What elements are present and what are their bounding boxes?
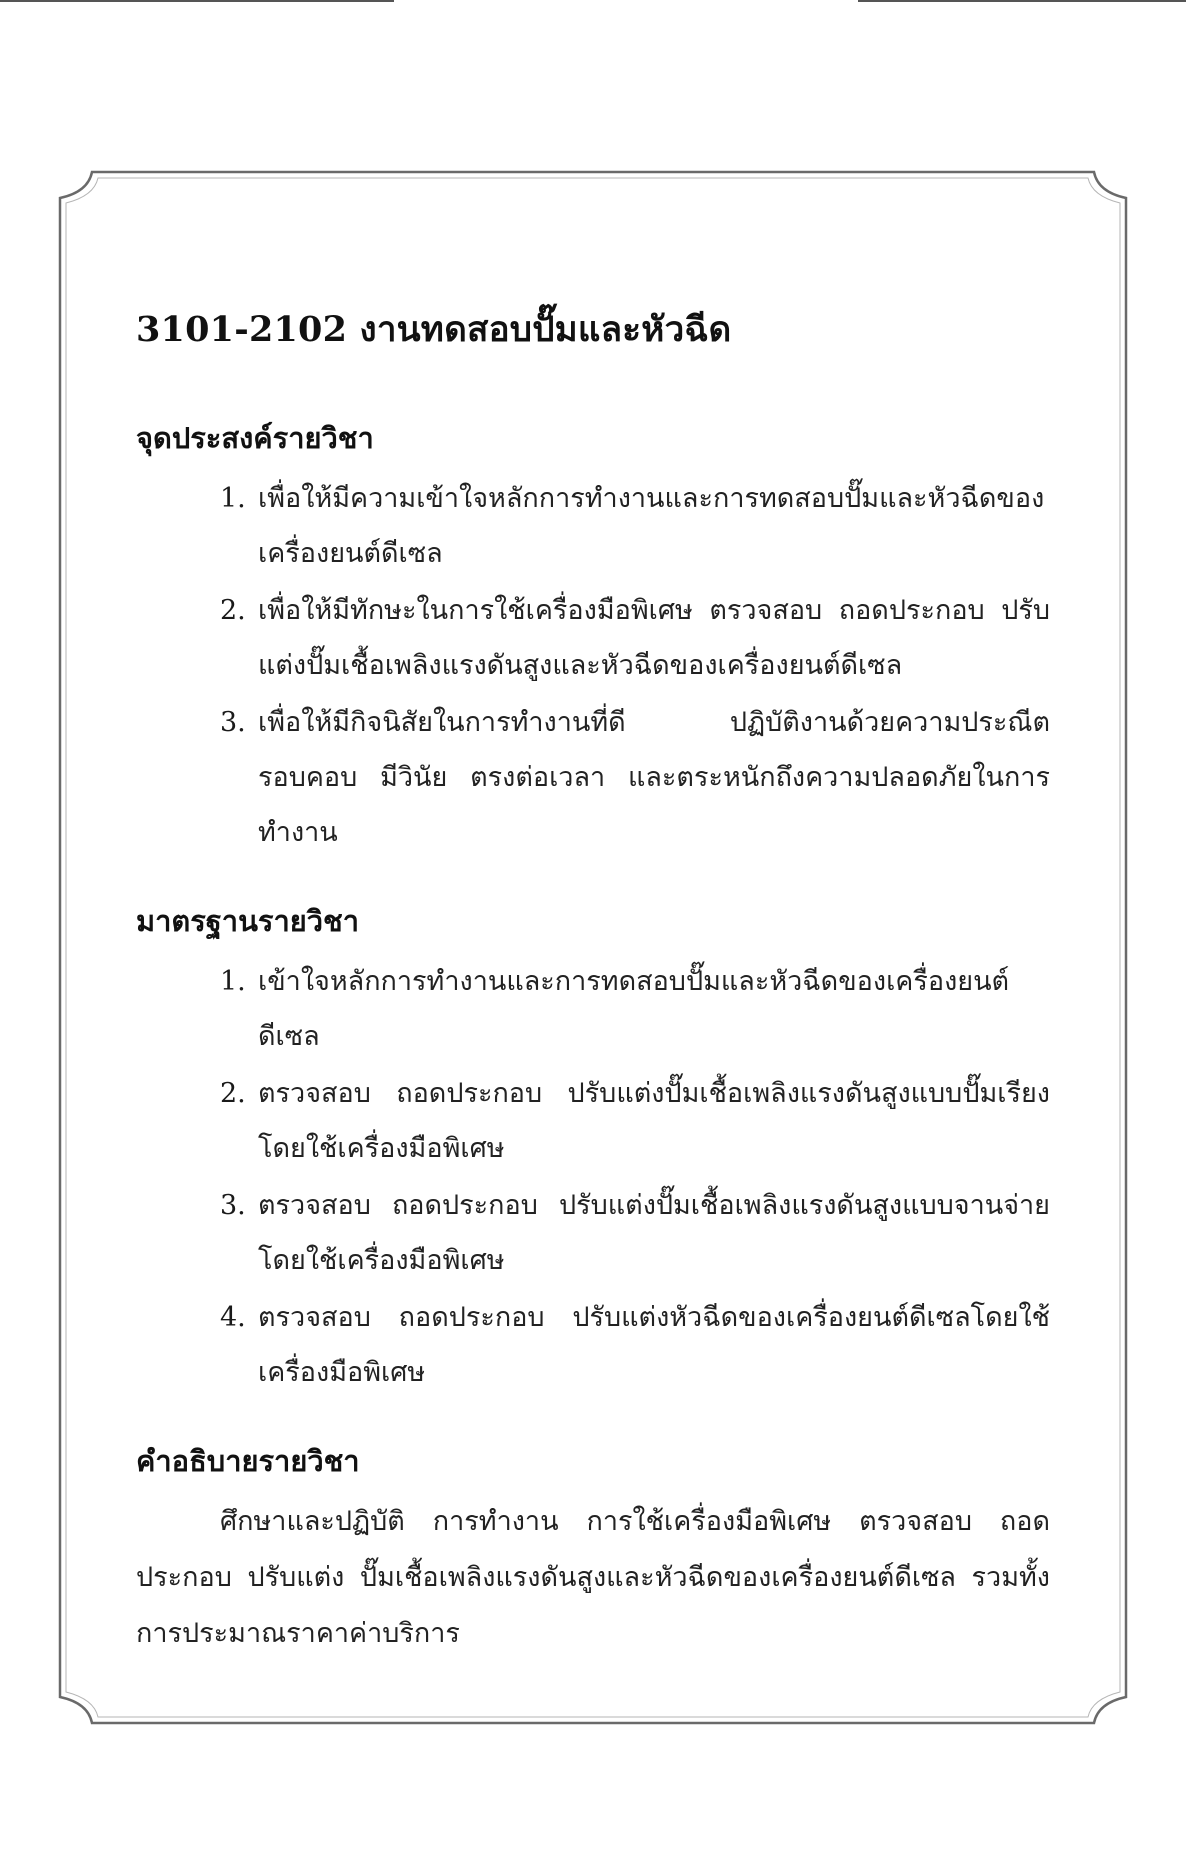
- standards-section: [136, 898, 1050, 1400]
- objective-number: 3.: [220, 707, 246, 738]
- standard-number: 3.: [220, 1190, 246, 1221]
- standard-item: [220, 1290, 1050, 1400]
- objective-item: [220, 583, 1050, 693]
- objectives-section: [136, 415, 1050, 860]
- objective-text: เพื่อให้มีกิจนิสัยในการทำงานที่ดี ปฏิบัติงานด้วยความประณีต รอบคอบ มีวินัย ตรงต่อเวลา และตระหนักถึงความปลอดภัยในการทำงาน: [258, 707, 1050, 848]
- objective-number: 2.: [220, 595, 246, 626]
- objective-item: [220, 471, 1050, 581]
- standard-text: ตรวจสอบ ถอดประกอบ ปรับแต่งหัวฉีดของเครื่องยนต์ดีเซลโดยใช้เครื่องมือพิเศษ: [258, 1302, 1050, 1388]
- standard-text: ตรวจสอบ ถอดประกอบ ปรับแต่งปั๊มเชื้อเพลิงแรงดันสูงแบบปั๊มเรียงโดยใช้เครื่องมือพิเศษ: [258, 1078, 1050, 1164]
- top-rule-left: [0, 0, 394, 2]
- standard-number: 2.: [220, 1078, 246, 1109]
- objective-number: 1.: [220, 483, 246, 514]
- course-title: 3101-2102 งานทดสอบปั๊มและหัวฉีด: [136, 309, 732, 350]
- standard-item: [220, 954, 1050, 1064]
- description-section: [136, 1438, 1050, 1662]
- standards-list: [136, 954, 1050, 1400]
- objectives-heading: จุดประสงค์รายวิชา: [136, 421, 374, 455]
- standard-item: [220, 1178, 1050, 1288]
- objective-item: [220, 695, 1050, 860]
- objectives-list: [136, 471, 1050, 860]
- standard-item: [220, 1066, 1050, 1176]
- standards-heading: มาตรฐานรายวิชา: [136, 904, 360, 938]
- objective-text: เพื่อให้มีความเข้าใจหลักการทำงานและการทดสอบปั๊มและหัวฉีดของเครื่องยนต์ดีเซล: [258, 483, 1045, 569]
- objective-text: เพื่อให้มีทักษะในการใช้เครื่องมือพิเศษ ตรวจสอบ ถอดประกอบ ปรับแต่งปั๊มเชื้อเพลิงแรงดันสูงและหัวฉีดของเครื่องยนต์ดีเซล: [258, 595, 1050, 681]
- top-rule-right: [858, 0, 1186, 2]
- document-content: [136, 302, 1050, 1662]
- standard-number: 1.: [220, 966, 246, 997]
- description-heading: คำอธิบายรายวิชา: [136, 1444, 360, 1478]
- standard-text: ตรวจสอบ ถอดประกอบ ปรับแต่งปั๊มเชื้อเพลิงแรงดันสูงแบบจานจ่ายโดยใช้เครื่องมือพิเศษ: [258, 1190, 1050, 1276]
- standard-text: เข้าใจหลักการทำงานและการทดสอบปั๊มและหัวฉีดของเครื่องยนต์ดีเซล: [258, 966, 1010, 1052]
- description-paragraph: ศึกษาและปฏิบัติ การทำงาน การใช้เครื่องมือพิเศษ ตรวจสอบ ถอดประกอบ ปรับแต่ง ปั๊มเชื้อเพลิงแรงดันสูงและหัวฉีดของเครื่องยนต์ดีเซล รวมทั้งการประมาณราคาค่าบริการ: [136, 1506, 1050, 1649]
- standard-number: 4.: [220, 1302, 246, 1333]
